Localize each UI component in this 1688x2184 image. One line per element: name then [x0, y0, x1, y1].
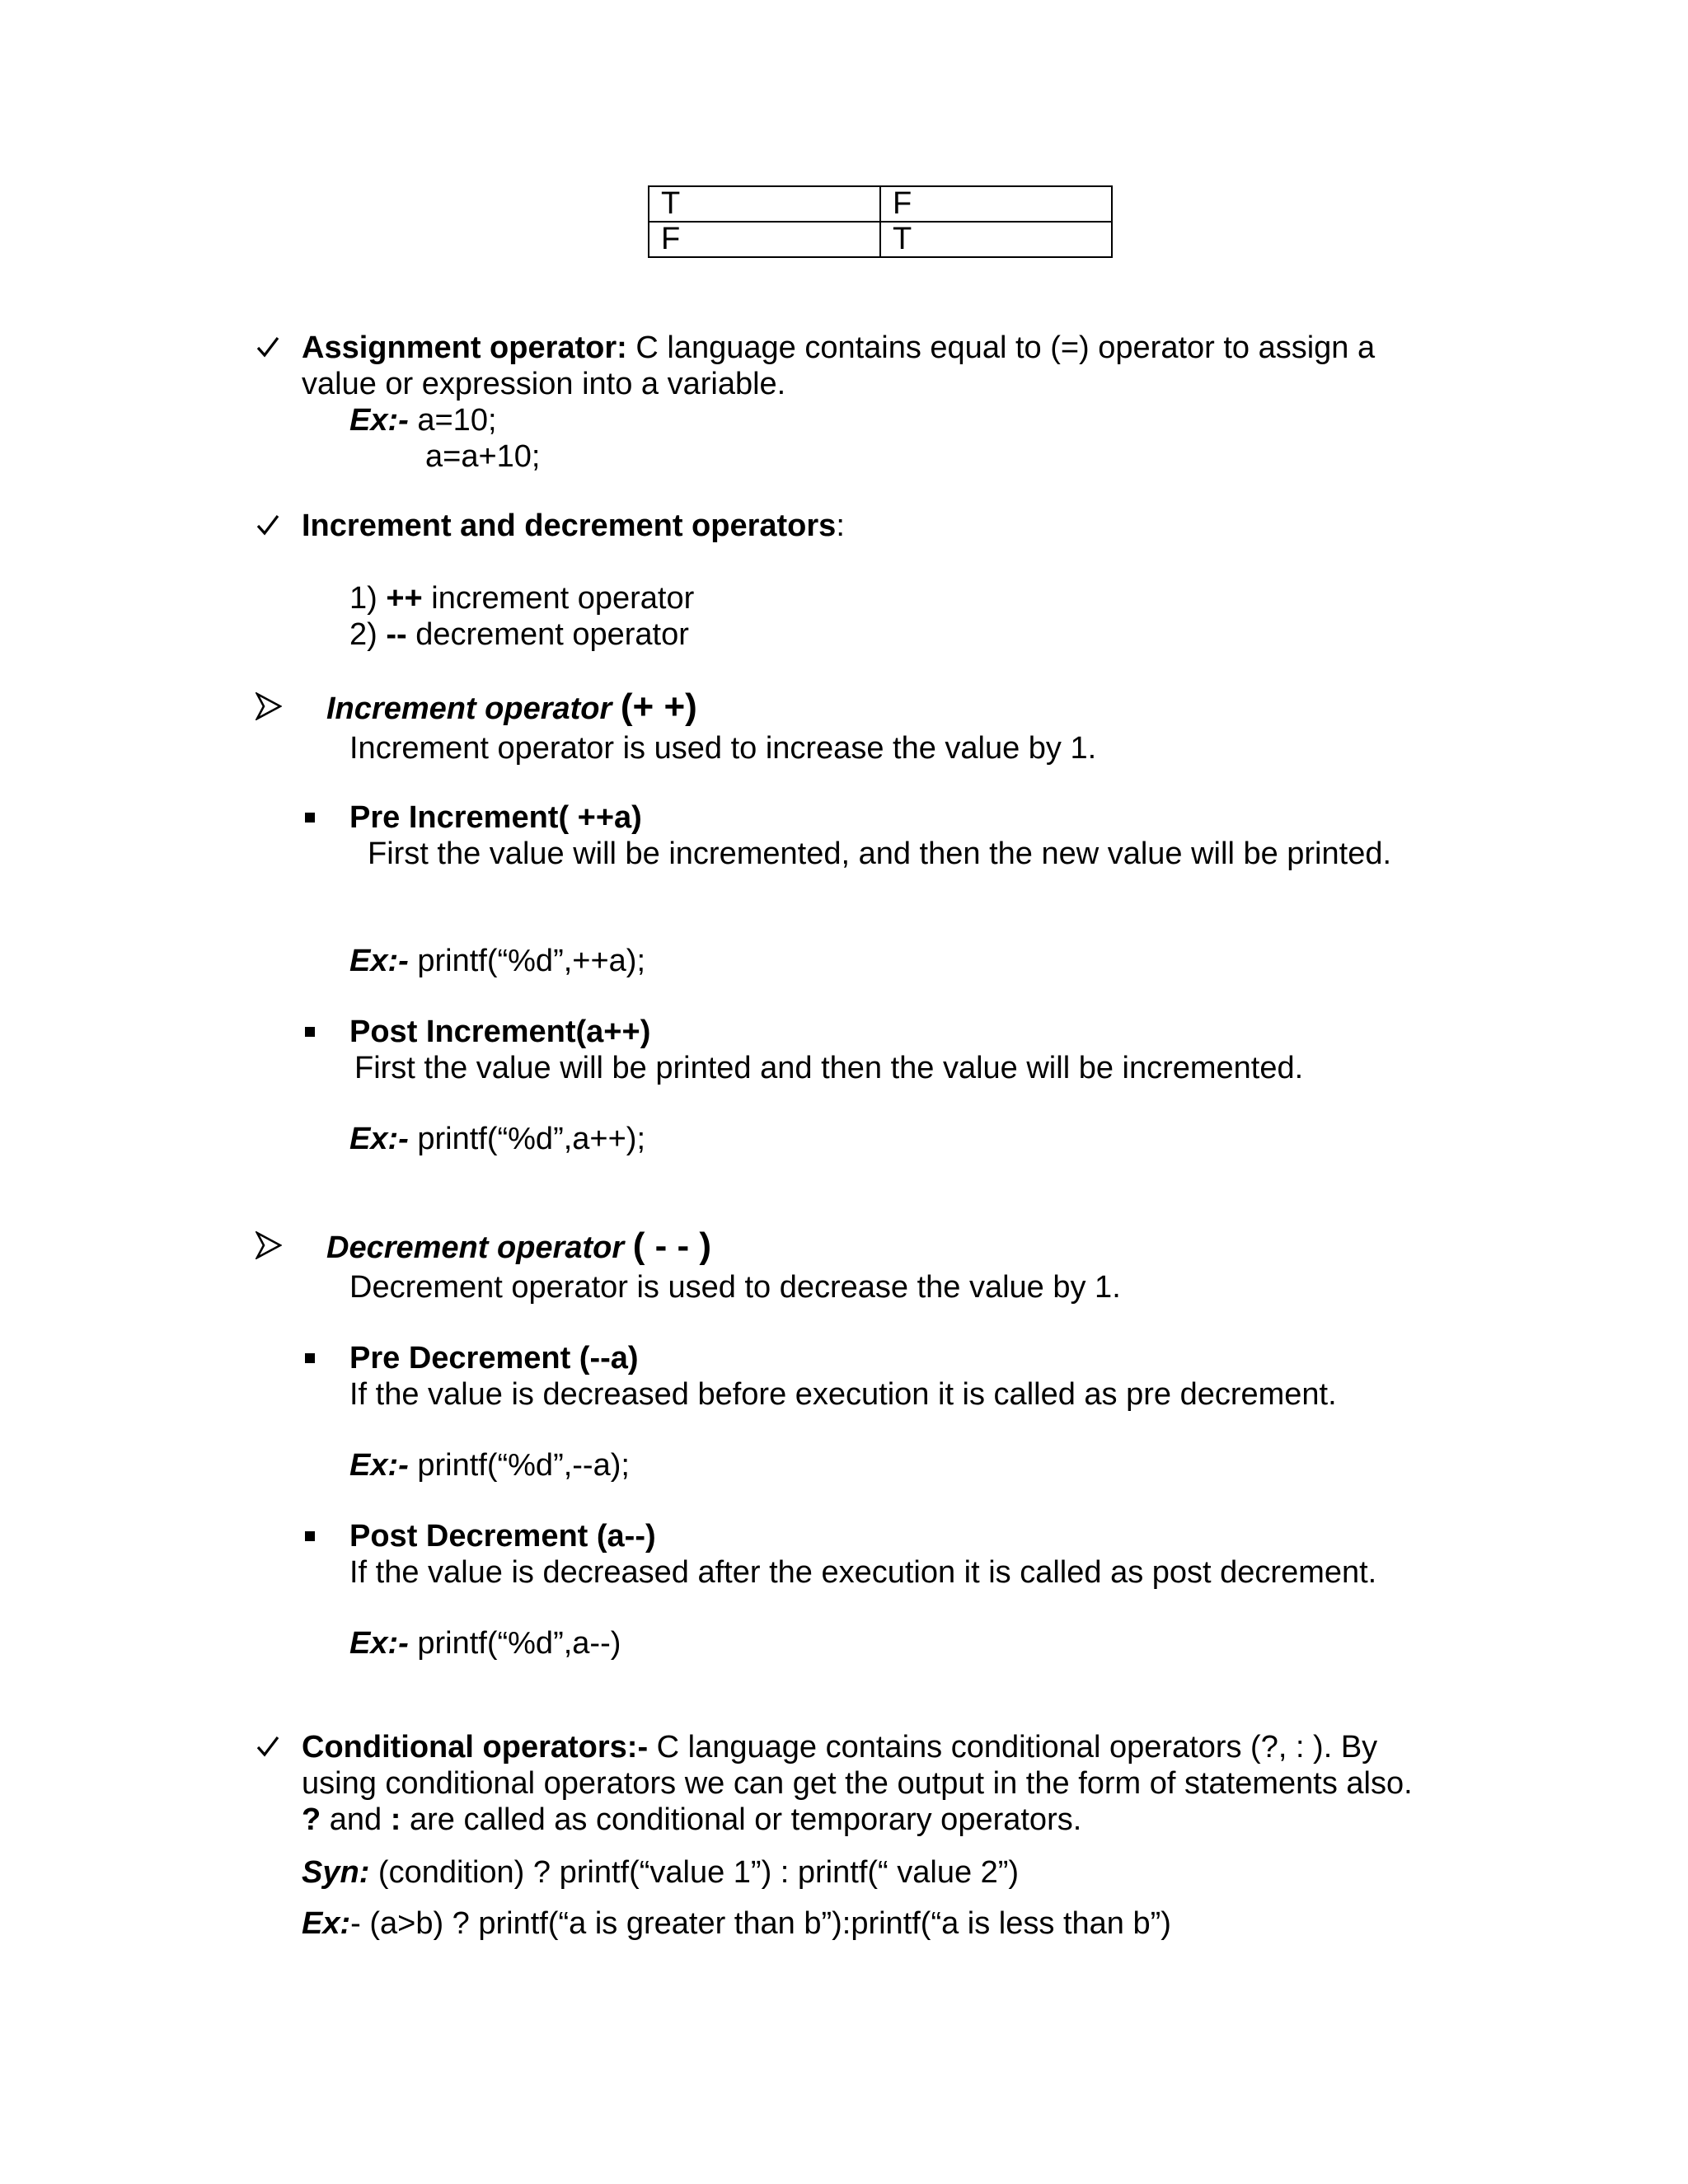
table-cell: F	[649, 222, 880, 257]
item-title: Pre Decrement (--a)	[349, 1341, 639, 1376]
body-text: Decrement operator is used to decrease the value by 1.	[349, 1270, 1121, 1305]
example-line	[349, 943, 645, 979]
operator-symbol: --	[386, 617, 407, 652]
list-item	[349, 580, 694, 616]
body-text: value or expression into a variable.	[302, 367, 786, 401]
conditional-heading	[302, 1729, 1377, 1765]
square-bullet-icon	[305, 813, 315, 823]
body-text: using conditional operators we can get the output in the form of statements also.	[302, 1766, 1413, 1801]
list-number: 2)	[349, 617, 387, 652]
arrow-bullet-icon	[256, 1231, 282, 1259]
assignment-heading	[302, 330, 1375, 366]
example-label: Ex:-	[349, 1448, 409, 1483]
decrement-heading	[326, 1228, 711, 1266]
code-text: a=a+10;	[425, 439, 541, 474]
code-text: a=10;	[408, 403, 497, 438]
body-text: are called as conditional or temporary operators.	[401, 1802, 1082, 1837]
body-text: and	[321, 1802, 391, 1837]
example-label: Ex:	[302, 1906, 351, 1941]
truth-table	[648, 185, 1113, 258]
body-text	[302, 1802, 1081, 1838]
code-text: - (a>b) ? printf(“a is greater than b”):printf(“a is less than b”)	[350, 1906, 1171, 1941]
item-title: Post Decrement (a--)	[349, 1519, 656, 1554]
example-label: Ex:-	[349, 1626, 409, 1661]
list-item	[349, 616, 689, 653]
table-row	[649, 186, 1112, 222]
example-line	[349, 1121, 645, 1157]
operator-symbol: :	[390, 1802, 401, 1837]
table-cell: F	[880, 186, 1112, 222]
code-text: printf(“%d”,a--)	[408, 1626, 621, 1661]
example-label: Ex:-	[349, 1122, 409, 1156]
item-title: Post Increment(a++)	[349, 1015, 651, 1049]
example-label: Ex:-	[349, 403, 409, 438]
body-text: C language contains conditional operators (?, : ). By	[648, 1730, 1378, 1765]
operator-symbol: ?	[302, 1802, 321, 1837]
body-text: increment operator	[422, 581, 695, 616]
table-cell: T	[649, 186, 880, 222]
body-text: If the value is decreased after the execution it is called as post decrement.	[349, 1555, 1377, 1590]
code-text: printf(“%d”,++a);	[408, 944, 646, 978]
code-text: (condition) ? printf(“value 1”) : printf(“ value 2”)	[369, 1855, 1020, 1890]
checkmark-icon	[256, 513, 280, 537]
list-number: 1)	[349, 581, 387, 616]
code-text: printf(“%d”,a++);	[408, 1122, 646, 1156]
example-line	[349, 402, 497, 438]
table-cell: T	[880, 222, 1112, 257]
table-row	[649, 222, 1112, 257]
section-title: Conditional operators:-	[302, 1730, 649, 1765]
checkmark-icon	[256, 1734, 280, 1759]
operator-symbol: ++	[386, 581, 423, 616]
operator-symbol: ( - - )	[632, 1226, 711, 1266]
syntax-label: Syn:	[302, 1855, 370, 1890]
body-text: First the value will be printed and then the value will be incremented.	[354, 1051, 1304, 1085]
subsection-title: Increment operator	[326, 691, 612, 726]
increment-heading	[326, 689, 697, 727]
square-bullet-icon	[305, 1531, 315, 1541]
body-text: Increment operator is used to increase the value by 1.	[349, 731, 1097, 766]
body-text: decrement operator	[406, 617, 689, 652]
code-text: printf(“%d”,--a);	[408, 1448, 630, 1483]
operator-symbol: (+ +)	[620, 687, 697, 727]
example-line	[302, 1905, 1171, 1942]
section-title: Increment and decrement operators	[302, 509, 837, 543]
arrow-bullet-icon	[256, 692, 282, 720]
subsection-title: Decrement operator	[326, 1230, 625, 1265]
section-title: Assignment operator:	[302, 330, 627, 365]
example-label: Ex:-	[349, 944, 409, 978]
example-line	[349, 1447, 630, 1483]
square-bullet-icon	[305, 1353, 315, 1363]
item-title: Pre Increment( ++a)	[349, 800, 642, 835]
body-text: :	[836, 509, 845, 543]
square-bullet-icon	[305, 1027, 315, 1037]
example-line	[349, 1625, 621, 1661]
body-text: C language contains equal to (=) operator to assign a	[626, 330, 1376, 365]
body-text: If the value is decreased before execution it is called as pre decrement.	[349, 1377, 1337, 1412]
syntax-line	[302, 1854, 1019, 1891]
incdec-heading	[302, 508, 845, 544]
checkmark-icon	[256, 335, 280, 359]
body-text: First the value will be incremented, and then the new value will be printed.	[368, 837, 1392, 871]
